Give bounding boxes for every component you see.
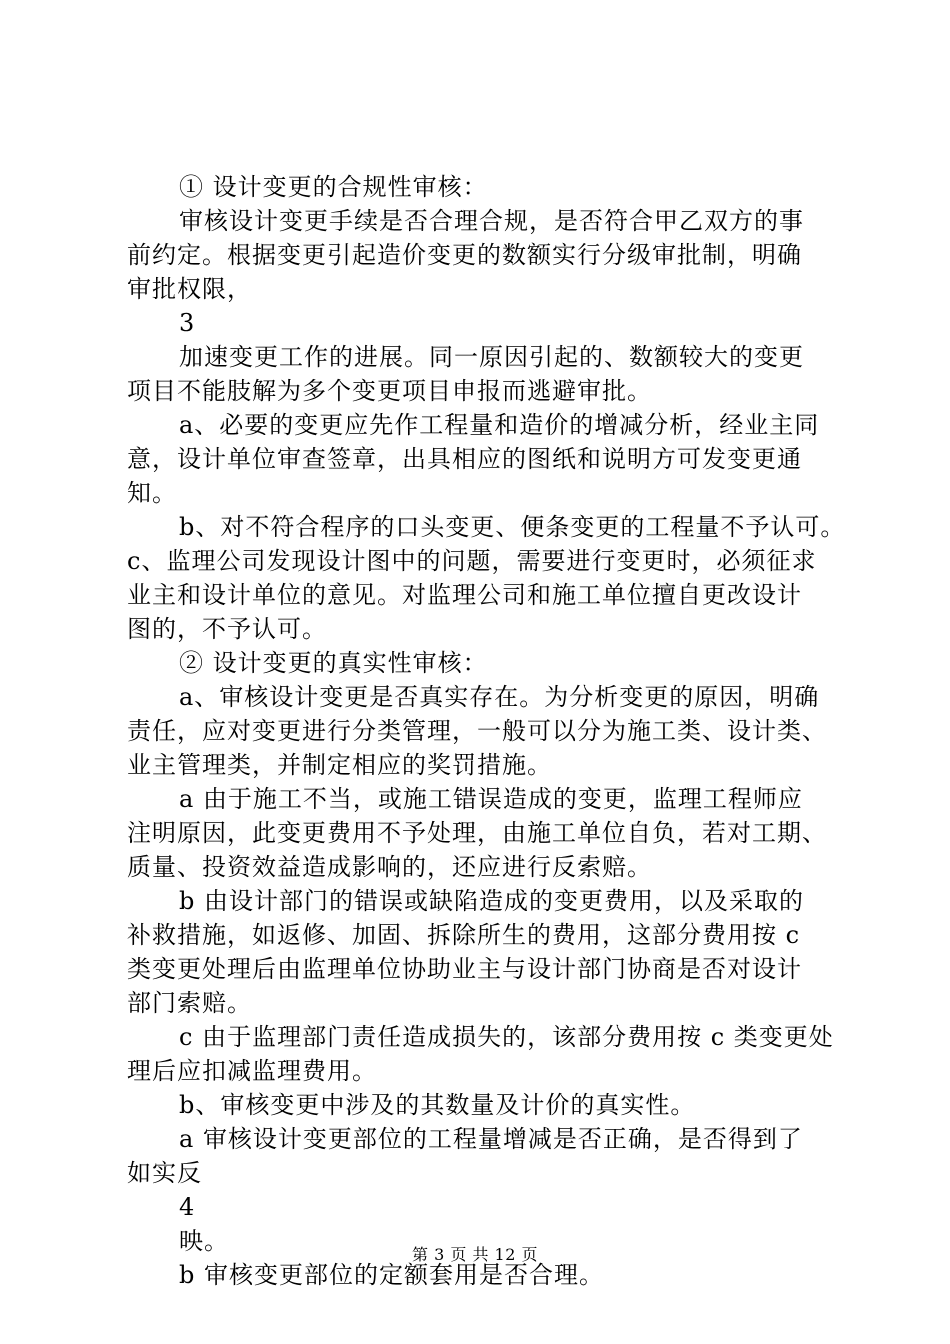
text-line: a 审核设计变更部位的工程量增减是否正确，是否得到了 bbox=[179, 1125, 803, 1153]
text-line: 理后应扣减监理费用。 bbox=[127, 1057, 377, 1085]
text-line: 责任，应对变更进行分类管理，一般可以分为施工类、设计类、 bbox=[127, 717, 827, 745]
text-line: 审批权限， bbox=[127, 275, 252, 303]
text-line: 部门索赔。 bbox=[127, 989, 252, 1017]
text-line: 映。 bbox=[179, 1227, 229, 1255]
text-line: 项目不能肢解为多个变更项目申报而逃避审批。 bbox=[127, 377, 652, 405]
text-line: b、对不符合程序的口头变更、便条变更的工程量不予认可。 bbox=[179, 513, 846, 541]
text-line: c 由于监理部门责任造成损失的，该部分费用按 c 类变更处 bbox=[179, 1023, 834, 1051]
text-line: b、审核变更中涉及的其数量及计价的真实性。 bbox=[179, 1091, 696, 1119]
inline-page-number: 4 bbox=[179, 1193, 196, 1221]
text-line: 类变更处理后由监理单位协助业主与设计部门协商是否对设计 bbox=[127, 955, 802, 983]
text-line: 加速变更工作的进展。同一原因引起的、数额较大的变更 bbox=[179, 343, 804, 371]
text-line: c、监理公司发现设计图中的问题，需要进行变更时，必须征求 bbox=[127, 547, 817, 575]
text-line: 业主管理类，并制定相应的奖罚措施。 bbox=[127, 751, 552, 779]
text-line: 注明原因，此变更费用不予处理，由施工单位自负，若对工期、 bbox=[127, 819, 827, 847]
section-heading-authenticity: ② 设计变更的真实性审核： bbox=[179, 649, 488, 677]
section-heading-compliance: ① 设计变更的合规性审核： bbox=[179, 173, 488, 201]
text-line: 图的，不予认可。 bbox=[127, 615, 327, 643]
text-line: a、必要的变更应先作工程量和造价的增减分析，经业主同 bbox=[179, 411, 820, 439]
text-line: 补救措施，如返修、加固、拆除所生的费用，这部分费用按 c bbox=[127, 921, 801, 949]
text-line: 知。 bbox=[127, 479, 177, 507]
text-line: b 审核变更部位的定额套用是否合理。 bbox=[179, 1261, 604, 1289]
text-line: 如实反 bbox=[127, 1159, 202, 1187]
inline-page-number: 3 bbox=[179, 309, 196, 337]
text-line: 业主和设计单位的意见。对监理公司和施工单位擅自更改设计 bbox=[127, 581, 802, 609]
text-line: 意，设计单位审查签章，出具相应的图纸和说明方可发变更通 bbox=[127, 445, 802, 473]
page-footer: 第 3 页 共 12 页 bbox=[412, 1245, 538, 1264]
text-line: b 由设计部门的错误或缺陷造成的变更费用，以及采取的 bbox=[179, 887, 804, 915]
text-line: a 由于施工不当，或施工错误造成的变更，监理工程师应 bbox=[179, 785, 803, 813]
document-body bbox=[127, 170, 846, 1292]
text-line: a、审核设计变更是否真实存在。为分析变更的原因，明确 bbox=[179, 683, 820, 711]
text-line: 质量、投资效益造成影响的，还应进行反索赔。 bbox=[127, 853, 652, 881]
text-line: 前约定。根据变更引起造价变更的数额实行分级审批制，明确 bbox=[127, 241, 802, 269]
text-line: 审核设计变更手续是否合理合规，是否符合甲乙双方的事 bbox=[179, 207, 804, 235]
